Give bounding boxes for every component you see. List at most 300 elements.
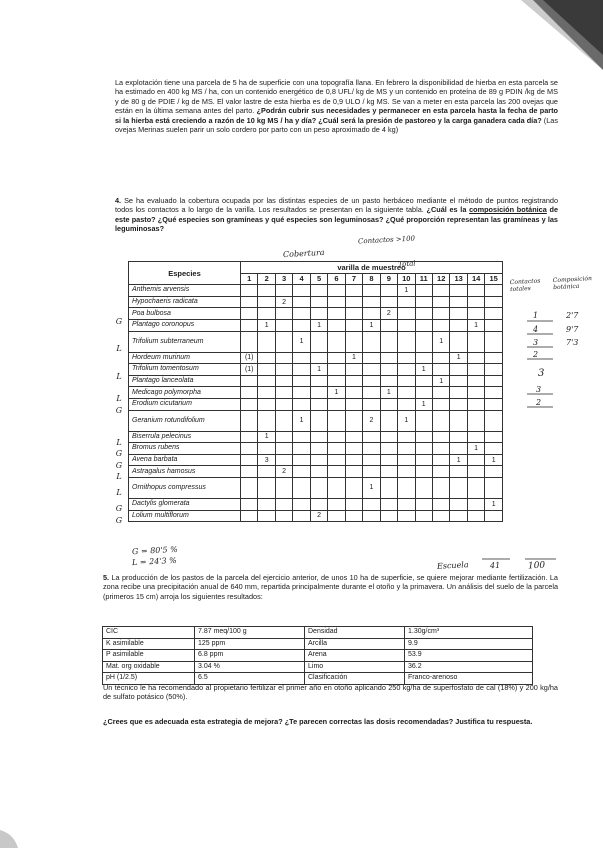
hand-val-3: 7'3: [566, 338, 579, 347]
contact-cell: [432, 498, 449, 510]
exercise-5-text: [103, 573, 558, 601]
p4-number: 4.: [115, 196, 122, 205]
contact-cell: [467, 375, 484, 387]
contact-cell: [415, 308, 432, 320]
contact-cell: [485, 319, 503, 331]
contact-cell: [275, 387, 292, 399]
p4-bold-b: de este pasto? ¿Qué especies son gramíneas y qué especies son leguminosas? ¿Qué proporción representan las gramíneas y las leguminosas?: [115, 205, 559, 234]
contact-cell: 1: [485, 498, 503, 510]
contact-cell: [450, 285, 467, 297]
contact-cell: [345, 410, 362, 431]
contact-cell: [258, 285, 275, 297]
contact-cell: [415, 454, 432, 466]
contact-cell: [380, 454, 397, 466]
p7-bold: ¿Crees que es adecuada esta estrategia de mejora? ¿Te parecen correctas las dosis recomendadas? Justifica tu respuesta.: [103, 717, 533, 726]
contact-cell: [398, 387, 415, 399]
contact-cell: [380, 410, 397, 431]
contact-cell: [328, 364, 345, 376]
soil-value: 6.5: [195, 673, 305, 685]
contact-cell: [380, 319, 397, 331]
contact-cell: [293, 510, 310, 522]
hand-val-2: 9'7: [566, 325, 579, 334]
contact-cell: [345, 431, 362, 443]
contact-cell: [363, 454, 380, 466]
contact-cell: [450, 431, 467, 443]
contact-cell: [328, 431, 345, 443]
contact-cell: 2: [275, 296, 292, 308]
soil-value: 6.8 ppm: [195, 650, 305, 662]
contact-cell: [415, 285, 432, 297]
contact-cell: [363, 308, 380, 320]
hand-escuela: Escuela: [436, 560, 469, 571]
contact-cell: [310, 454, 327, 466]
contact-cell: (1): [241, 352, 258, 364]
species-header: Especies: [129, 262, 241, 285]
varilla-col-6: 6: [328, 273, 345, 285]
contact-cell: [450, 510, 467, 522]
soil-row: [103, 650, 533, 662]
contact-cell: [345, 296, 362, 308]
hand-col-contactos: Contactos totales: [509, 277, 541, 294]
contact-cell: [467, 454, 484, 466]
contact-cell: 3: [258, 454, 275, 466]
contact-cell: [345, 285, 362, 297]
hand-l-total: L = 24'3 %: [131, 555, 177, 568]
contact-cell: [293, 308, 310, 320]
species-name: Hordeum murinum: [129, 352, 241, 364]
contact-cell: [450, 387, 467, 399]
varilla-header: varilla de muestreo: [241, 262, 503, 274]
species-name: Bromus rubens: [129, 443, 241, 455]
group-mark: L: [116, 394, 122, 404]
contact-cell: 1: [328, 387, 345, 399]
contact-cell: [415, 477, 432, 498]
contact-cell: [293, 285, 310, 297]
contact-cell: 1: [450, 352, 467, 364]
contact-cell: [258, 398, 275, 410]
contact-cell: [345, 398, 362, 410]
varilla-col-2: 2: [258, 273, 275, 285]
soil-analysis-table: [102, 626, 533, 685]
contact-cell: [450, 466, 467, 478]
contact-cell: [415, 387, 432, 399]
contact-cell: [380, 375, 397, 387]
contact-cell: [310, 352, 327, 364]
contact-cell: [241, 510, 258, 522]
p4-normal-a: Se ha evaluado la cobertura ocupada por las distintas especies de un pasto herbáceo mediante el método de puntos registrando todos los contactos a lo largo de la varilla. Los resultados se presentan en la siguiente tabla.: [115, 196, 559, 215]
contact-cell: [450, 477, 467, 498]
contact-cell: [485, 443, 503, 455]
page-fold-corner: [513, 0, 603, 70]
contact-cell: [432, 352, 449, 364]
soil-value: 125 ppm: [195, 638, 305, 650]
contact-cell: [275, 352, 292, 364]
contact-cell: [398, 454, 415, 466]
contact-cell: 2: [363, 410, 380, 431]
exercise-4-text: [115, 196, 558, 234]
contact-cell: [328, 466, 345, 478]
contact-cell: [467, 331, 484, 352]
contact-cell: [241, 443, 258, 455]
species-row: [129, 443, 503, 455]
contact-cell: [275, 308, 292, 320]
contact-cell: [310, 398, 327, 410]
contact-cell: [345, 466, 362, 478]
species-row: [129, 296, 503, 308]
contact-cell: [363, 375, 380, 387]
contact-cell: [258, 375, 275, 387]
p1-normal-b: (Las ovejas Merinas suelen parir un solo cordero por parto con un peso aproximado de 4 kg): [115, 115, 558, 135]
contact-cell: [450, 331, 467, 352]
species-name: Dactylis glomerata: [129, 498, 241, 510]
contact-cell: 1: [467, 443, 484, 455]
contact-cell: [258, 410, 275, 431]
contact-cell: [432, 398, 449, 410]
contact-cell: [258, 296, 275, 308]
contact-cell: 1: [398, 285, 415, 297]
contact-cell: [241, 466, 258, 478]
group-mark: L: [116, 344, 122, 353]
contact-cell: 1: [293, 331, 310, 352]
contact-cell: [363, 466, 380, 478]
contact-cell: [345, 498, 362, 510]
contact-cell: [380, 498, 397, 510]
contact-cell: [432, 296, 449, 308]
species-name: Plantago lanceolata: [129, 375, 241, 387]
contact-cell: [310, 498, 327, 510]
contact-cell: [432, 410, 449, 431]
group-mark: G: [115, 405, 123, 415]
contact-cell: [485, 296, 503, 308]
contact-cell: [258, 498, 275, 510]
contact-cell: 1: [363, 319, 380, 331]
contact-cell: [275, 285, 292, 297]
contact-cell: [363, 431, 380, 443]
contact-cell: [258, 477, 275, 498]
contact-cell: [380, 352, 397, 364]
contact-cell: 1: [310, 319, 327, 331]
contact-cell: [293, 296, 310, 308]
contact-cell: [293, 319, 310, 331]
species-row: [129, 477, 503, 498]
contact-cell: [450, 375, 467, 387]
contact-cell: [450, 498, 467, 510]
contact-cell: [363, 498, 380, 510]
contact-cell: [258, 466, 275, 478]
species-name: Astragalus hamosus: [129, 466, 241, 478]
contact-cell: [310, 466, 327, 478]
contact-cell: 1: [380, 387, 397, 399]
soil-value: 9.9: [405, 638, 533, 650]
contact-cell: [415, 296, 432, 308]
hand-note-7: 2: [536, 398, 542, 407]
hand-cobertura: Cobertura: [282, 247, 325, 260]
contact-cell: [415, 331, 432, 352]
hand-note-6: 3: [536, 385, 542, 394]
contact-cell: [328, 331, 345, 352]
contact-cell: [363, 443, 380, 455]
contact-cell: [310, 375, 327, 387]
soil-parameter: Densidad: [305, 627, 405, 639]
contact-cell: [380, 443, 397, 455]
soil-value: 1.30g/cm³: [405, 627, 533, 639]
contact-cell: [450, 443, 467, 455]
contact-cell: [363, 352, 380, 364]
group-mark: L: [116, 371, 122, 381]
hand-note-2: 4: [533, 325, 539, 334]
soil-parameter: Arena: [305, 650, 405, 662]
varilla-col-8: 8: [363, 273, 380, 285]
p1-normal-a: La explotación tiene una parcela de 5 ha de superficie con una topografía llana. En febrero la disponibilidad de hierba en esta parcela se ha estimado en 400 kg MS / ha, con un contenido energético de 0,8 UFL/ kg de MS y un contenido en proteína de 89 g PDIN /kg de MS y de 80 g de PDIE / kg de MS. El valor lastre de esta hierba es de 0,9 ULO / kg MS. Se van a meter en esta parcela las 200 ovejas que están en la última semana antes del parto.: [115, 78, 558, 116]
contact-cell: [241, 285, 258, 297]
hand-sum-lines: [480, 556, 560, 562]
species-name: Avena barbata: [129, 454, 241, 466]
hand-contactos: Contactos >100: [357, 234, 416, 246]
contact-cell: [363, 387, 380, 399]
soil-parameter: CIC: [103, 627, 195, 639]
species-name: Poa bulbosa: [129, 308, 241, 320]
soil-parameter: K asimilable: [103, 638, 195, 650]
contact-cell: [380, 398, 397, 410]
contact-cell: [241, 296, 258, 308]
contact-cell: [485, 285, 503, 297]
contact-cell: [467, 296, 484, 308]
contact-cell: [275, 331, 292, 352]
p4-bold-underlined: composición botánica: [469, 205, 547, 215]
hand-val-1: 2'7: [566, 311, 579, 320]
contact-cell: [398, 466, 415, 478]
contact-cell: [258, 331, 275, 352]
contact-cell: [241, 319, 258, 331]
contact-cell: [432, 454, 449, 466]
contact-cell: [275, 319, 292, 331]
species-row: [129, 375, 503, 387]
soil-value: Franco-arenoso: [405, 673, 533, 685]
contact-cell: [363, 398, 380, 410]
contact-cell: [398, 308, 415, 320]
contact-cell: [485, 477, 503, 498]
contact-cell: [380, 431, 397, 443]
hand-note-4: 2: [533, 350, 539, 359]
contact-cell: [310, 477, 327, 498]
contact-cell: [467, 308, 484, 320]
contact-cell: [432, 510, 449, 522]
hand-underlines: [525, 312, 557, 412]
contact-cell: [293, 431, 310, 443]
contact-cell: [380, 510, 397, 522]
varilla-col-10: 10: [398, 273, 415, 285]
contact-cell: [467, 285, 484, 297]
exercise-3-text: [115, 78, 558, 134]
contact-cell: [328, 510, 345, 522]
contact-cell: [398, 375, 415, 387]
hand-note-5: 3: [538, 368, 545, 379]
contact-cell: [432, 477, 449, 498]
contact-cell: [467, 498, 484, 510]
contact-cell: [432, 285, 449, 297]
hand-sum-100: 100: [527, 560, 546, 572]
varilla-col-11: 11: [415, 273, 432, 285]
contact-cell: [450, 410, 467, 431]
contact-cell: [293, 375, 310, 387]
contact-cell: [345, 387, 362, 399]
contact-cell: [485, 398, 503, 410]
contact-cell: [258, 364, 275, 376]
species-row: [129, 454, 503, 466]
contact-cell: [485, 375, 503, 387]
varilla-col-5: 5: [310, 273, 327, 285]
contact-cell: [415, 410, 432, 431]
contact-cell: [275, 364, 292, 376]
varilla-col-12: 12: [432, 273, 449, 285]
varilla-col-1: 1: [241, 273, 258, 285]
contact-cell: [467, 387, 484, 399]
contact-cell: [328, 352, 345, 364]
hand-note-1: 1: [533, 311, 539, 320]
final-question: [103, 717, 558, 726]
contact-cell: 1: [258, 319, 275, 331]
contact-cell: [241, 308, 258, 320]
contact-cell: 1: [485, 454, 503, 466]
contact-cell: [485, 308, 503, 320]
contact-cell: [467, 466, 484, 478]
contact-cell: 1: [258, 431, 275, 443]
varilla-col-4: 4: [293, 273, 310, 285]
contact-cell: [398, 431, 415, 443]
contact-cell: 1: [363, 477, 380, 498]
species-row: [129, 285, 503, 297]
contact-cell: [450, 398, 467, 410]
contact-cell: [293, 498, 310, 510]
species-row: [129, 466, 503, 478]
contact-cell: [328, 398, 345, 410]
contact-cell: [467, 431, 484, 443]
p5-text: La producción de los pastos de la parcela del ejercicio anterior, de unos 10 ha de superficie, se quiere mejorar mediante fertilización. La zona recibe una precipitación anual de 640 mm, repartida principalmente durante el otoño y la primavera. Un análisis del suelo de la parcela (primeros 15 cm) arroja los siguientes resultados:: [103, 573, 558, 601]
contact-cell: [363, 296, 380, 308]
contact-cell: [328, 375, 345, 387]
contact-cell: [380, 364, 397, 376]
contact-cell: [398, 319, 415, 331]
soil-parameter: P asimilable: [103, 650, 195, 662]
contact-cell: [293, 387, 310, 399]
contact-cell: [398, 510, 415, 522]
contact-cell: [258, 352, 275, 364]
hand-g-total: G = 80'5 %: [131, 544, 179, 557]
varilla-col-13: 13: [450, 273, 467, 285]
contact-cell: [241, 410, 258, 431]
contact-cell: [380, 477, 397, 498]
contact-cell: [485, 410, 503, 431]
contact-cell: [275, 375, 292, 387]
soil-parameter: Limo: [305, 661, 405, 673]
species-name: Trifolium subterraneum: [129, 331, 241, 352]
contact-cell: [467, 410, 484, 431]
contact-cell: [275, 454, 292, 466]
contact-cell: 1: [398, 410, 415, 431]
contact-cell: [293, 398, 310, 410]
soil-value: 53.9: [405, 650, 533, 662]
p4-bold-a: ¿Cuál es la: [426, 205, 467, 215]
contact-cell: [275, 443, 292, 455]
contact-cell: 1: [415, 364, 432, 376]
contact-cell: [258, 308, 275, 320]
contact-cell: [328, 410, 345, 431]
contact-cell: 2: [275, 466, 292, 478]
contact-cell: [398, 352, 415, 364]
species-row: [129, 352, 503, 364]
species-name: Anthemis arvensis: [129, 285, 241, 297]
contact-cell: [328, 308, 345, 320]
contact-cell: [485, 387, 503, 399]
species-name: Erodium cicutarium: [129, 398, 241, 410]
species-row: [129, 387, 503, 399]
soil-row: [103, 661, 533, 673]
group-mark: G: [115, 449, 123, 459]
contact-cell: [380, 285, 397, 297]
contact-cell: [310, 410, 327, 431]
group-mark: G: [115, 460, 123, 470]
contact-cell: [275, 477, 292, 498]
varilla-col-14: 14: [467, 273, 484, 285]
contact-cell: [293, 454, 310, 466]
contact-cell: [467, 510, 484, 522]
contact-cell: [432, 308, 449, 320]
contact-cell: [345, 375, 362, 387]
species-row: [129, 498, 503, 510]
contact-cell: [275, 498, 292, 510]
contact-cell: [398, 477, 415, 498]
contact-cell: [485, 331, 503, 352]
contact-cell: [432, 443, 449, 455]
species-row: [129, 398, 503, 410]
contact-cell: [328, 454, 345, 466]
contact-cell: [310, 331, 327, 352]
species-name: Lolium multiflorum: [129, 510, 241, 522]
species-row: [129, 364, 503, 376]
contact-cell: 1: [432, 375, 449, 387]
contact-cell: 1: [467, 319, 484, 331]
contact-cell: [258, 387, 275, 399]
contact-cell: [328, 296, 345, 308]
contact-cell: [380, 331, 397, 352]
species-row: [129, 431, 503, 443]
contact-cell: [415, 443, 432, 455]
contact-cell: [328, 319, 345, 331]
varilla-col-15: 15: [485, 273, 503, 285]
species-name: Medicago polymorpha: [129, 387, 241, 399]
contact-cell: [380, 466, 397, 478]
species-name: Biserrula pelecinus: [129, 431, 241, 443]
contact-cell: [275, 410, 292, 431]
hand-total: Total: [397, 259, 416, 269]
contact-cell: [363, 364, 380, 376]
contact-cell: [467, 398, 484, 410]
contact-cell: [450, 308, 467, 320]
contact-cell: [328, 498, 345, 510]
contact-cell: [275, 398, 292, 410]
soil-parameter: pH (1/2.5): [103, 673, 195, 685]
contact-cell: [415, 498, 432, 510]
contact-cell: [363, 285, 380, 297]
species-row: [129, 308, 503, 320]
contact-cell: [450, 296, 467, 308]
contact-cell: [363, 331, 380, 352]
contact-cell: [328, 477, 345, 498]
contact-cell: [345, 331, 362, 352]
species-contact-table: [128, 261, 503, 522]
contact-cell: [310, 296, 327, 308]
contact-cell: 1: [450, 454, 467, 466]
